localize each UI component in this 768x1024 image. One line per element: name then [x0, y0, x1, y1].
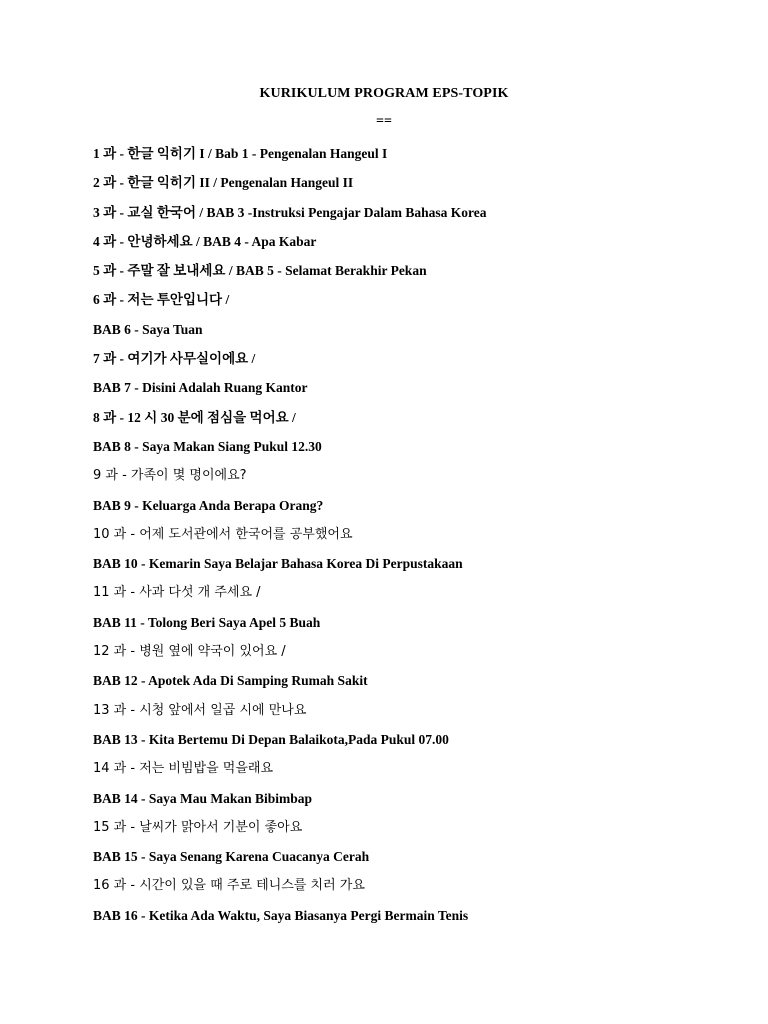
title-separator: == [376, 114, 392, 129]
curriculum-list [93, 144, 733, 935]
curriculum-line: 7 과 - 여기가 사무실이에요 / [93, 351, 256, 367]
curriculum-line: 16 과 - 시간이 있을 때 주로 테니스를 치러 가요 [93, 878, 365, 894]
curriculum-line: BAB 8 - Saya Makan Siang Pukul 12.30 [93, 438, 322, 454]
curriculum-line: BAB 14 - Saya Mau Makan Bibimbap [93, 790, 313, 806]
curriculum-line: BAB 15 - Saya Senang Karena Cuacanya Cerah [93, 849, 370, 865]
curriculum-line: 1 과 - 한글 익히기 I / Bab 1 - Pengenalan Hangeul I [93, 146, 388, 161]
curriculum-line: 2 과 - 한글 익히기 II / Pengenalan Hangeul II [93, 175, 354, 191]
curriculum-line: 10 과 - 어제 도서관에서 한국어를 공부했어요 [93, 526, 353, 542]
curriculum-line: 3 과 - 교실 한국어 / BAB 3 -Instruksi Pengajar Dalam Bahasa Korea [93, 204, 487, 220]
curriculum-line: 8 과 - 12 시 30 분에 점심을 먹어요 / [93, 409, 296, 425]
curriculum-line: BAB 7 - Disini Adalah Ruang Kantor [93, 380, 308, 396]
curriculum-line: 14 과 - 저는 비빔밥을 먹을래요 [93, 761, 274, 777]
curriculum-line: 6 과 - 저는 투안입니다 / [93, 292, 230, 308]
curriculum-line: BAB 12 - Apotek Ada Di Samping Rumah Sakit [93, 673, 368, 689]
curriculum-line: 12 과 - 병원 옆에 약국이 있어요 / [93, 644, 286, 660]
curriculum-line: 5 과 - 주말 잘 보내세요 / BAB 5 - Selamat Berakhir Pekan [93, 263, 427, 279]
document-title: KURIKULUM PROGRAM EPS-TOPIK [259, 86, 509, 101]
curriculum-line: BAB 13 - Kita Bertemu Di Depan Balaikota,Pada Pukul 07.00 [93, 731, 449, 747]
curriculum-line: BAB 9 - Keluarga Anda Berapa Orang? [93, 497, 324, 513]
curriculum-line: BAB 16 - Ketika Ada Waktu, Saya Biasanya Pergi Bermain Tenis [93, 907, 469, 923]
curriculum-line: 4 과 - 안녕하세요 / BAB 4 - Apa Kabar [93, 233, 317, 249]
curriculum-line: BAB 11 - Tolong Beri Saya Apel 5 Buah [93, 614, 321, 630]
curriculum-line: 15 과 - 날씨가 맑아서 기분이 좋아요 [93, 819, 303, 835]
curriculum-line: 13 과 - 시청 앞에서 일곱 시에 만나요 [93, 702, 307, 718]
curriculum-line: BAB 10 - Kemarin Saya Belajar Bahasa Korea Di Perpustakaan [93, 556, 463, 572]
curriculum-line: BAB 6 - Saya Tuan [93, 321, 203, 337]
curriculum-line: 11 과 - 사과 다섯 개 주세요 / [93, 585, 261, 601]
curriculum-line: 9 과 - 가족이 몇 명이에요? [93, 468, 247, 484]
